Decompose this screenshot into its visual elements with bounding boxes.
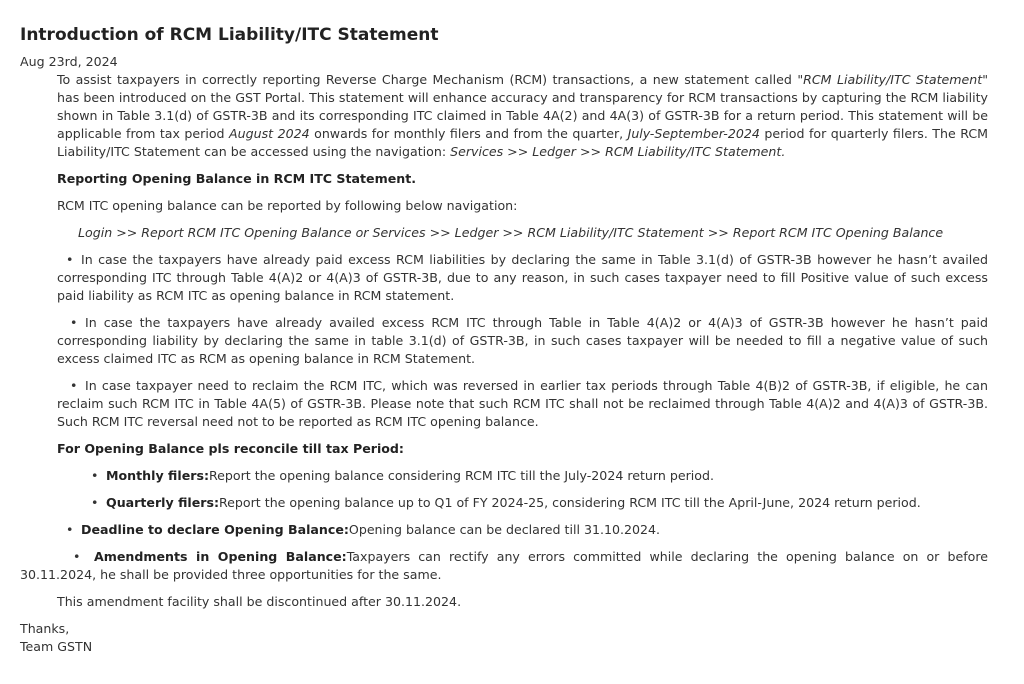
bullet-icon: • bbox=[70, 378, 78, 393]
monthly-period: August 2024 bbox=[229, 126, 310, 141]
navigation-steps: Login >> Report RCM ITC Opening Balance or Services >> Ledger >> RCM Liability/ITC Statement >> Report RCM ITC Opening Balance bbox=[78, 225, 944, 240]
page-title: Introduction of RCM Liability/ITC Statement bbox=[20, 25, 439, 45]
signoff bbox=[20, 620, 992, 656]
statement-name: "RCM Liability/ITC Statement" bbox=[797, 72, 988, 87]
list-item: • In case the taxpayers have already paid excess RCM liabilities by declaring the same in Table 3.1(d) of GSTR-3B however he hasn’t availed corresponding ITC through Table 4(A)2 or 4(A)3 of GSTR-3B, due to any reason, in such cases taxpayer need to fill Positive value of such excess paid liability as RCM ITC as opening balance in RCM statement. bbox=[57, 252, 988, 303]
section-heading-reconcile: For Opening Balance pls reconcile till tax Period: bbox=[57, 441, 404, 456]
list-item: • In case the taxpayers have already availed excess RCM ITC through Table in Table 4(A)2 or 4(A)3 of GSTR-3B however he hasn’t paid corresponding liability by declaring the same in table 3.1(d) of GSTR-3B, in such cases taxpayer will be needed to fill a negative value of such excess claimed ITC as RCM as opening balance in RCM Statement. bbox=[57, 315, 988, 366]
navigation-path: Services >> Ledger >> RCM Liability/ITC Statement. bbox=[450, 144, 786, 159]
quarterly-period: July-September-2024 bbox=[627, 126, 760, 141]
bullet-icon: • bbox=[91, 468, 99, 483]
list-item: • Monthly filers:Report the opening balance considering RCM ITC till the July-2024 return period. bbox=[91, 468, 714, 483]
thanks-line: Thanks, bbox=[20, 621, 70, 636]
amendments-label: Amendments in Opening Balance: bbox=[94, 549, 347, 564]
publish-date: Aug 23rd, 2024 bbox=[20, 54, 118, 69]
bullet-icon: • bbox=[91, 495, 99, 510]
list-item: • Quarterly filers:Report the opening balance up to Q1 of FY 2024-25, considering RCM ITC till the April-June, 2024 return period. bbox=[91, 495, 921, 510]
article-body bbox=[20, 71, 988, 611]
quarterly-filers-label: Quarterly filers: bbox=[106, 495, 219, 510]
section-heading-opening-balance: Reporting Opening Balance in RCM ITC Statement. bbox=[57, 171, 417, 186]
news-article bbox=[20, 24, 992, 656]
list-item: • Deadline to declare Opening Balance:Opening balance can be declared till 31.10.2024. bbox=[66, 522, 661, 537]
bullet-icon: • bbox=[73, 549, 81, 564]
list-item: • In case taxpayer need to reclaim the RCM ITC, which was reversed in earlier tax periods through Table 4(B)2 of GSTR-3B, if eligible, he can reclaim such RCM ITC in Table 4A(5) of GSTR-3B. Please note that such RCM ITC shall not be reclaimed through Table 4(A)2 and 4(A)3 of GSTR-3B. Such RCM ITC reversal need not to be reported as RCM ITC opening balance. bbox=[57, 378, 988, 429]
navigation-lead: RCM ITC opening balance can be reported by following below navigation: bbox=[57, 198, 518, 213]
deadline-label: Deadline to declare Opening Balance: bbox=[81, 522, 349, 537]
intro-paragraph: To assist taxpayers in correctly reporting Reverse Charge Mechanism (RCM) transactions, a new statement called "RCM Liability/ITC Statement" has been introduced on the GST Portal. This statement will enhance accuracy and transparency for RCM transactions by capturing the RCM liability shown in Table 3.1(d) of GSTR-3B and its corresponding ITC claimed in Table 4A(2) and 4A(3) of GSTR-3B for a return period. This statement will be applicable from tax period August 2024 onwards for monthly filers and from the quarter, July-September-2024 period for quarterly filers. The RCM Liability/ITC Statement can be accessed using the navigation: Services >> Ledger >> RCM Liability/ITC Statement. bbox=[57, 72, 988, 159]
bullet-icon: • bbox=[66, 252, 74, 267]
team-line: Team GSTN bbox=[20, 639, 93, 654]
monthly-filers-label: Monthly filers: bbox=[106, 468, 209, 483]
bullet-icon: • bbox=[70, 315, 78, 330]
bullet-icon: • bbox=[66, 522, 74, 537]
list-item: • Amendments in Opening Balance:Taxpayers can rectify any errors committed while declaring the opening balance on or before 30.11.2024, he shall be provided three opportunities for the same. bbox=[20, 549, 988, 582]
discontinue-note: This amendment facility shall be discontinued after 30.11.2024. bbox=[57, 594, 462, 609]
